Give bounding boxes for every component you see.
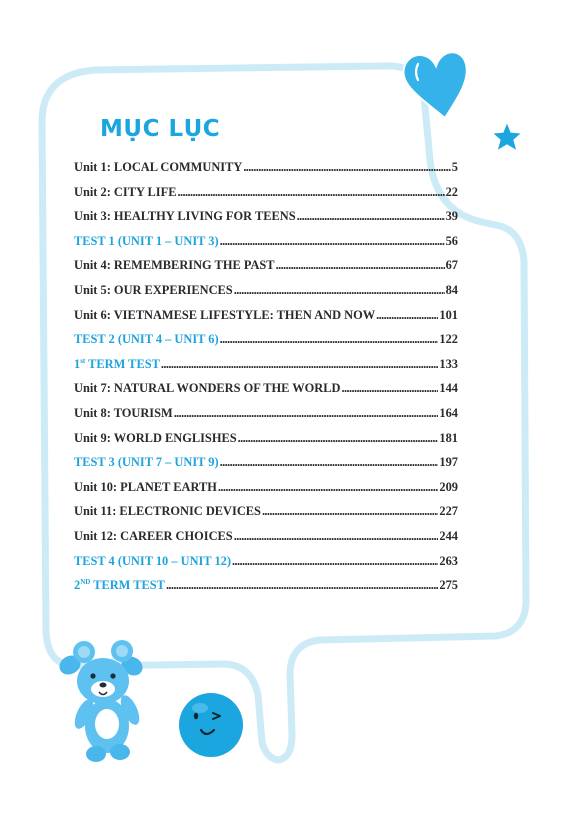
dot-leader <box>161 357 439 372</box>
dot-leader <box>220 234 445 249</box>
toc-entry-label: Unit 9: WORLD ENGLISHES <box>74 430 237 445</box>
page-title: MỤC LỤC <box>100 116 221 142</box>
toc-page-number: 263 <box>439 553 458 568</box>
toc-page-number: 101 <box>439 307 458 322</box>
table-of-contents <box>74 160 458 603</box>
star-icon <box>492 122 522 151</box>
toc-entry-label: TEST 1 (UNIT 1 – UNIT 3) <box>74 233 219 248</box>
toc-page-number: 133 <box>439 356 458 371</box>
dot-leader <box>220 455 439 470</box>
toc-entry-label: Unit 12: CAREER CHOICES <box>74 528 233 543</box>
toc-page-number: 164 <box>439 405 458 420</box>
term-label: TERM TEST <box>90 578 165 593</box>
toc-entry-label: Unit 2: CITY LIFE <box>74 184 177 199</box>
toc-unit-entry[interactable] <box>74 529 458 554</box>
ordinal-suffix: st <box>80 356 86 365</box>
toc-entry-label: Unit 11: ELECTRONIC DEVICES <box>74 504 261 519</box>
dot-leader <box>243 160 450 175</box>
toc-unit-entry[interactable] <box>74 160 458 185</box>
toc-unit-entry[interactable] <box>74 283 458 308</box>
toc-page-number: 5 <box>451 160 458 174</box>
toc-test-entry[interactable] <box>74 234 458 259</box>
toc-page-number: 275 <box>439 578 458 593</box>
toc-entry-label <box>74 357 160 372</box>
toc-test-entry[interactable] <box>74 357 458 382</box>
toc-entry-label: Unit 7: NATURAL WONDERS OF THE WORLD <box>74 381 341 396</box>
ordinal-suffix: ND <box>80 578 91 587</box>
toc-page-number: 122 <box>439 332 458 347</box>
dot-leader <box>262 504 438 519</box>
dot-leader <box>341 381 438 396</box>
toc-unit-entry[interactable] <box>74 480 458 505</box>
toc-page-number: 181 <box>439 430 458 445</box>
dot-leader <box>234 529 439 544</box>
toc-unit-entry[interactable] <box>74 308 458 333</box>
dot-leader <box>376 308 438 323</box>
dot-leader <box>232 554 438 569</box>
toc-entry-label: Unit 5: OUR EXPERIENCES <box>74 282 233 297</box>
toc-unit-entry[interactable] <box>74 381 458 406</box>
toc-page-number: 56 <box>445 233 458 248</box>
dot-leader <box>177 185 444 200</box>
dot-leader <box>166 578 438 593</box>
dot-leader <box>276 258 445 273</box>
toc-page-number: 22 <box>445 184 458 199</box>
toc-page-number: 209 <box>439 479 458 494</box>
toc-entry-label: TEST 3 (UNIT 7 – UNIT 9) <box>74 455 219 470</box>
dot-leader <box>218 480 439 495</box>
toc-page-number: 144 <box>439 381 458 396</box>
toc-page-number: 197 <box>439 455 458 470</box>
dot-leader <box>234 283 445 298</box>
toc-entry-label: Unit 1: LOCAL COMMUNITY <box>74 160 243 174</box>
toc-test-entry[interactable] <box>74 332 458 357</box>
toc-unit-entry[interactable] <box>74 431 458 456</box>
heart-icon <box>403 52 466 118</box>
toc-unit-entry[interactable] <box>74 504 458 529</box>
dot-leader <box>238 431 439 446</box>
toc-test-entry[interactable] <box>74 554 458 579</box>
toc-unit-entry[interactable] <box>74 209 458 234</box>
term-label: TERM TEST <box>85 356 160 371</box>
toc-page-number: 227 <box>439 504 458 519</box>
toc-entry-label: TEST 4 (UNIT 10 – UNIT 12) <box>74 553 231 568</box>
toc-entry-label: Unit 3: HEALTHY LIVING FOR TEENS <box>74 209 296 224</box>
toc-unit-entry[interactable] <box>74 185 458 210</box>
toc-page-number: 84 <box>445 282 458 297</box>
toc-entry-label <box>74 578 165 593</box>
teddy-bear-icon <box>56 640 146 762</box>
term-number: 1 <box>74 356 81 371</box>
toc-entry-label: Unit 6: VIETNAMESE LIFESTYLE: THEN AND NOW <box>74 307 376 322</box>
toc-entry-label: Unit 10: PLANET EARTH <box>74 479 217 494</box>
toc-page-number: 39 <box>445 209 458 224</box>
toc-unit-entry[interactable] <box>74 406 458 431</box>
dot-leader <box>297 209 445 224</box>
toc-page-number: 67 <box>445 258 458 273</box>
toc-test-entry[interactable] <box>74 578 458 603</box>
dot-leader <box>220 332 439 347</box>
toc-test-entry[interactable] <box>74 455 458 480</box>
toc-entry-label: Unit 4: REMEMBERING THE PAST <box>74 258 275 273</box>
toc-entry-label: TEST 2 (UNIT 4 – UNIT 6) <box>74 332 219 347</box>
toc-unit-entry[interactable] <box>74 258 458 283</box>
toc-entry-label: Unit 8: TOURISM <box>74 405 173 420</box>
dot-leader <box>174 406 439 421</box>
term-number: 2 <box>74 578 81 593</box>
toc-page-number: 244 <box>439 528 458 543</box>
winking-face-icon <box>179 693 243 757</box>
